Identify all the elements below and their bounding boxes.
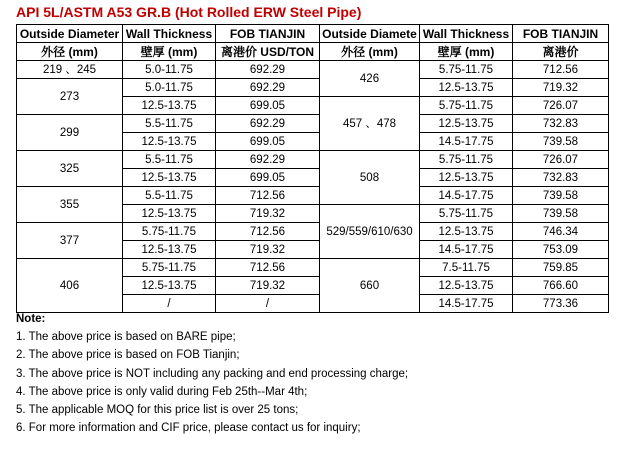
wall-cell: 5.5-11.75 xyxy=(123,151,216,169)
price-table xyxy=(16,24,609,313)
note-item: 3. The above price is NOT including any packing and end processing charge; xyxy=(16,367,409,380)
wall-cell: 12.5-13.75 xyxy=(123,241,216,259)
price-cell: 732.83 xyxy=(513,115,609,133)
price-cell: 699.05 xyxy=(216,97,320,115)
wall-cell: 14.5-17.75 xyxy=(420,241,513,259)
price-cell: 732.83 xyxy=(513,169,609,187)
price-cell: 719.32 xyxy=(216,277,320,295)
note-item: 2. The above price is based on FOB Tianjin; xyxy=(16,349,240,362)
wall-cell: 12.5-13.75 xyxy=(420,79,513,97)
header-cell: FOB TIANJIN xyxy=(216,25,320,43)
price-cell: 719.32 xyxy=(513,79,609,97)
price-cell: 692.29 xyxy=(216,61,320,79)
wall-cell: 5.0-11.75 xyxy=(123,79,216,97)
header-row-cn xyxy=(17,43,609,61)
wall-cell: 5.75-11.75 xyxy=(123,223,216,241)
od-cell: 219 、245 xyxy=(17,61,123,79)
wall-cell: 12.5-13.75 xyxy=(123,133,216,151)
table-row xyxy=(17,259,609,277)
price-cell: 753.09 xyxy=(513,241,609,259)
header-cell: 壁厚 (mm) xyxy=(123,43,216,61)
price-cell: 712.56 xyxy=(216,187,320,205)
wall-cell: 5.75-11.75 xyxy=(420,97,513,115)
header-cell: FOB TIANJIN xyxy=(513,25,609,43)
notes-section xyxy=(16,310,408,437)
od-cell: 426 xyxy=(320,61,420,97)
wall-cell: 5.5-11.75 xyxy=(123,187,216,205)
header-cell: 离港价 USD/TON xyxy=(216,43,320,61)
note-item: 4. The above price is only valid during Feb 25th--Mar 4th; xyxy=(16,385,308,398)
wall-cell: 12.5-13.75 xyxy=(420,223,513,241)
header-cell: 外径 (mm) xyxy=(17,43,123,61)
header-cell: Outside Diamete xyxy=(320,25,420,43)
wall-cell: 12.5-13.75 xyxy=(123,205,216,223)
od-cell: 508 xyxy=(320,151,420,205)
price-cell: 692.29 xyxy=(216,115,320,133)
price-cell: 712.56 xyxy=(216,259,320,277)
price-cell: 739.58 xyxy=(513,133,609,151)
table-row xyxy=(17,151,609,169)
price-cell: 726.07 xyxy=(513,151,609,169)
page-title: API 5L/ASTM A53 GR.B (Hot Rolled ERW Steel Pipe) xyxy=(16,4,362,20)
od-cell: 406 xyxy=(17,259,123,313)
wall-cell: 5.75-11.75 xyxy=(420,205,513,223)
wall-cell: 5.75-11.75 xyxy=(420,151,513,169)
header-cell: 外径 (mm) xyxy=(320,43,420,61)
note-item: 5. The applicable MOQ for this price list is over 25 tons; xyxy=(16,404,299,417)
price-cell: 726.07 xyxy=(513,97,609,115)
table-row xyxy=(17,115,609,133)
wall-cell: 5.5-11.75 xyxy=(123,115,216,133)
od-cell: 355 xyxy=(17,187,123,223)
price-cell: 719.32 xyxy=(216,205,320,223)
note-item: 1. The above price is based on BARE pipe; xyxy=(16,331,236,344)
price-cell: 766.60 xyxy=(513,277,609,295)
od-cell: 529/559/610/630 xyxy=(320,205,420,259)
price-cell: 692.29 xyxy=(216,151,320,169)
wall-cell: 14.5-17.75 xyxy=(420,187,513,205)
wall-cell: 14.5-17.75 xyxy=(420,295,513,313)
header-cell: 壁厚 (mm) xyxy=(420,43,513,61)
price-cell: 746.34 xyxy=(513,223,609,241)
wall-cell: 12.5-13.75 xyxy=(420,115,513,133)
header-cell: Wall Thickness xyxy=(420,25,513,43)
table-row xyxy=(17,187,609,205)
price-cell: 773.36 xyxy=(513,295,609,313)
price-cell: 692.29 xyxy=(216,79,320,97)
od-cell: 377 xyxy=(17,223,123,259)
price-cell: 712.56 xyxy=(216,223,320,241)
wall-cell: 12.5-13.75 xyxy=(123,169,216,187)
price-cell: 739.58 xyxy=(513,205,609,223)
header-cell: Wall Thickness xyxy=(123,25,216,43)
price-cell: 699.05 xyxy=(216,169,320,187)
price-cell: 712.56 xyxy=(513,61,609,79)
price-cell: 759.85 xyxy=(513,259,609,277)
wall-cell: 12.5-13.75 xyxy=(123,97,216,115)
od-cell: 273 xyxy=(17,79,123,115)
wall-cell: / xyxy=(123,295,216,313)
wall-cell: 12.5-13.75 xyxy=(123,277,216,295)
price-cell: 739.58 xyxy=(513,187,609,205)
header-row-en xyxy=(17,25,609,43)
od-cell: 325 xyxy=(17,151,123,187)
table-row xyxy=(17,223,609,241)
wall-cell: 5.0-11.75 xyxy=(123,61,216,79)
wall-cell: 5.75-11.75 xyxy=(123,259,216,277)
wall-cell: 7.5-11.75 xyxy=(420,259,513,277)
wall-cell: 14.5-17.75 xyxy=(420,133,513,151)
wall-cell: 5.75-11.75 xyxy=(420,61,513,79)
header-cell: Outside Diameter xyxy=(17,25,123,43)
price-cell: / xyxy=(216,295,320,313)
wall-cell: 12.5-13.75 xyxy=(420,169,513,187)
notes-heading: Note: xyxy=(16,313,46,325)
header-cell: 离港价 xyxy=(513,43,609,61)
od-cell: 660 xyxy=(320,259,420,313)
price-cell: 699.05 xyxy=(216,133,320,151)
table-row xyxy=(17,79,609,97)
note-item: 6. For more information and CIF price, please contact us for inquiry; xyxy=(16,422,361,435)
table-row xyxy=(17,61,609,79)
price-cell: 719.32 xyxy=(216,241,320,259)
wall-cell: 12.5-13.75 xyxy=(420,277,513,295)
od-cell: 299 xyxy=(17,115,123,151)
od-cell: 457 、478 xyxy=(320,97,420,151)
